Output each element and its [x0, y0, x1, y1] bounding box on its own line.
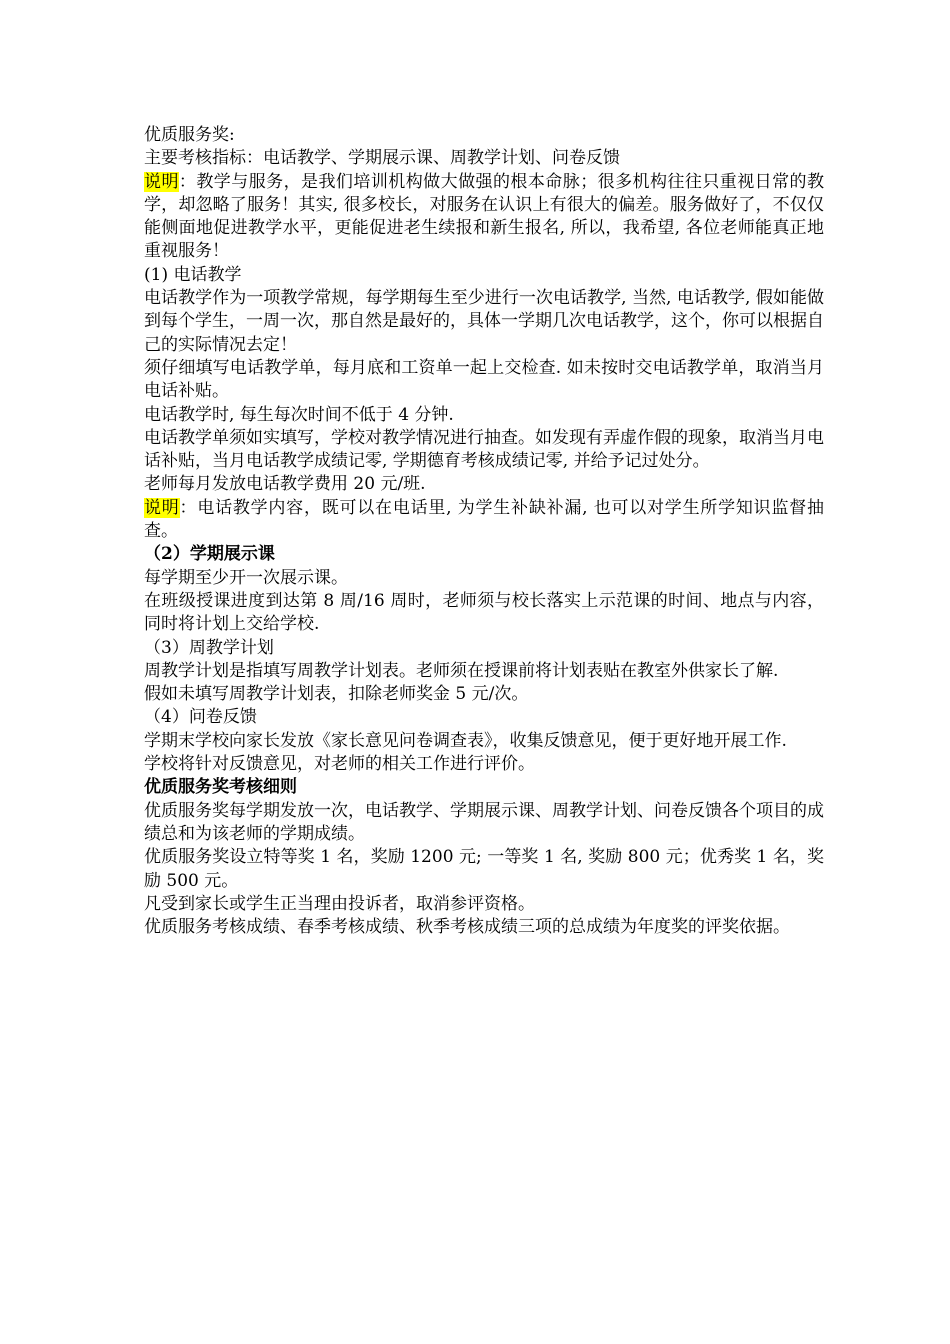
section1-paragraph-5: 老师每月发放电话教学费用 20 元/班.	[144, 474, 426, 495]
section4-paragraph-2: 学校将针对反馈意见，对老师的相关工作进行评价。	[144, 754, 535, 775]
section1-paragraph-4: 电话教学单须如实填写，学校对教学情况进行抽查。如发现有弄虚作假的现象，取消当月电话补贴，当月电话教学成绩记零, 学期德育考核成绩记零, 并给予记过处分。	[144, 427, 824, 472]
section3-heading: （3）周教学计划	[144, 637, 274, 658]
section1-paragraph-1: 电话教学作为一项教学常规，每学期每生至少进行一次电话教学, 当然, 电话教学, 假如能做到每个学生，一周一次，那自然是最好的，具体一学期几次电话教学，这个，你可以根据自己的实际情况去定！	[144, 288, 824, 355]
rules-paragraph-3: 凡受到家长或学生正当理由投诉者，取消参评资格。	[144, 893, 535, 914]
intro-paragraph	[144, 171, 824, 264]
section1-paragraph-3: 电话教学时, 每生每次时间不低于 4 分钟.	[144, 404, 454, 425]
rules-paragraph-4: 优质服务考核成绩、春季考核成绩、秋季考核成绩三项的总成绩为年度奖的评奖依据。	[144, 917, 790, 938]
document-page	[144, 124, 824, 939]
section4-paragraph-1: 学期末学校向家长发放《家长意见问卷调查表》，收集反馈意见，便于更好地开展工作.	[144, 730, 787, 751]
note-label-highlight: 说明	[144, 171, 179, 192]
section2-heading: （2）学期展示课	[144, 544, 275, 565]
section1-note	[144, 497, 824, 544]
intro-text: ：教学与服务，是我们培训机构做大做强的根本命脉；很多机构往往只重视日常的教学，却忽略了服务！其实, 很多校长，对服务在认识上有很大的偏差。服务做好了，不仅仅能侧面地促进教学水平，更能促进老生续报和新生报名, 所以，我希望, 各位老师能真正地重视服务！	[144, 171, 825, 262]
indicators-line: 主要考核指标：电话教学、学期展示课、周教学计划、问卷反馈	[144, 148, 620, 169]
section2-paragraph-1: 每学期至少开一次展示课。	[144, 567, 348, 588]
document-title: 优质服务奖:	[144, 125, 235, 145]
section4-heading: （4）问卷反馈	[144, 707, 257, 728]
rules-paragraph-1: 优质服务奖每学期发放一次，电话教学、学期展示课、周教学计划、问卷反馈各个项目的成绩总和为该老师的学期成绩。	[144, 800, 824, 844]
section3-paragraph-1: 周教学计划是指填写周教学计划表。老师须在授课前将计划表贴在教室外供家长了解.	[144, 660, 779, 681]
rules-heading: 优质服务奖考核细则	[144, 777, 297, 798]
note-label-highlight: 说明	[144, 497, 180, 518]
section2-paragraph-2: 在班级授课进度到达第 8 周/16 周时，老师须与校长落实上示范课的时间、地点与内容，同时将计划上交给学校.	[144, 590, 824, 635]
section1-note-text: ：电话教学内容，既可以在电话里, 为学生补缺补漏, 也可以对学生所学知识监督抽查。	[144, 497, 824, 542]
rules-paragraph-2: 优质服务奖设立特等奖 1 名，奖励 1200 元; 一等奖 1 名, 奖励 800 元；优秀奖 1 名，奖励 500 元。	[144, 847, 824, 891]
section1-heading: (1) 电话教学	[144, 264, 242, 285]
section1-paragraph-2: 须仔细填写电话教学单，每月底和工资单一起上交检查. 如未按时交电话教学单，取消当月电话补贴。	[144, 357, 824, 402]
section3-paragraph-2: 假如未填写周教学计划表，扣除老师奖金 5 元/次。	[144, 684, 529, 705]
